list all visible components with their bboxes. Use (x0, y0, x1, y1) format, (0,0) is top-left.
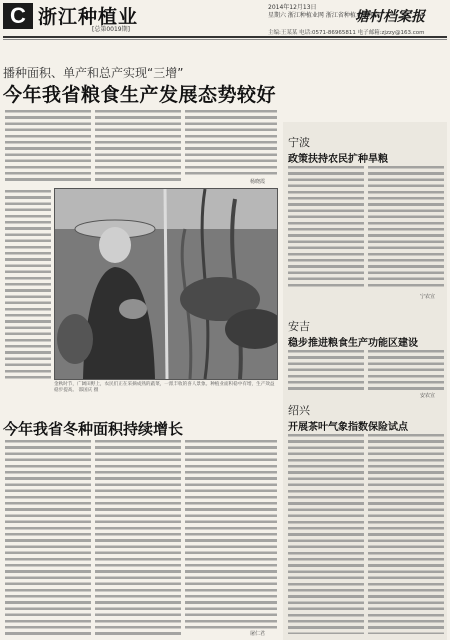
second-byline: 屠仁君 (250, 631, 266, 637)
lead-text-col2 (95, 110, 181, 184)
lead-headline: 今年我省粮食生产发展态势较好 (3, 84, 277, 106)
lead-byline: 杨晓霞 (250, 179, 266, 185)
publisher-line: 星期六 浙江种植业网 浙江省种植业管理局 (268, 12, 380, 19)
lead-subtitle: 播种面积、单产和总产实现“三增” (3, 66, 184, 80)
issue-number: [总第0019期] (92, 26, 130, 33)
anji-text-col1 (288, 350, 364, 390)
photo-credit: 邵国庆 摄 (78, 388, 99, 393)
second-text-col1 (5, 440, 91, 638)
lead-text-col1b (5, 190, 51, 382)
shaoxing-title: 开展茶叶气象指数保险试点 (288, 422, 408, 433)
lead-text-col3 (185, 110, 277, 176)
editor-info: 主编:王某某 电话:0571-86965811 电子邮箱:zjzzy@163.com (268, 30, 425, 36)
second-text-col2 (95, 440, 181, 638)
date-line: 2014年12月13日 (268, 4, 317, 11)
ningbo-title: 政策扶持农民扩种旱粮 (288, 154, 388, 165)
ningbo-text-col1 (288, 166, 364, 290)
lead-photo (54, 188, 278, 380)
shaoxing-text-col2 (368, 434, 444, 634)
photo-caption (54, 382, 276, 394)
lead-text-col1 (5, 110, 91, 184)
anji-byline: 安农宣 (420, 393, 436, 399)
shaoxing-place-label: 绍兴 (288, 404, 310, 417)
section-title: 浙江种植业 (38, 6, 139, 28)
second-text-col3 (185, 440, 277, 630)
anji-title: 稳步推进粮食生产功能区建设 (288, 338, 418, 349)
ningbo-byline: 宁农宣 (420, 294, 436, 300)
header-rule (3, 36, 447, 38)
shaoxing-text-col1 (288, 434, 364, 634)
ningbo-text-col2 (368, 166, 444, 290)
anji-text-col2 (368, 350, 444, 390)
newspaper-logo: 塘村档案报 (355, 9, 425, 25)
photo-caption-text: 金秋时节，广阔田野上，农民们正在采摘成熟的蔬菜，一派丰收的喜人景象。种植业面积稳中有增，生产效益稳步提高。 (54, 382, 275, 393)
anji-place-label: 安吉 (288, 320, 310, 333)
farmer-photo-illustration (55, 189, 277, 379)
header-rule-thin (3, 39, 447, 40)
second-headline: 今年我省冬种面积持续增长 (3, 420, 184, 438)
ningbo-place-label: 宁波 (288, 136, 310, 149)
section-letter-c: C (3, 3, 33, 29)
